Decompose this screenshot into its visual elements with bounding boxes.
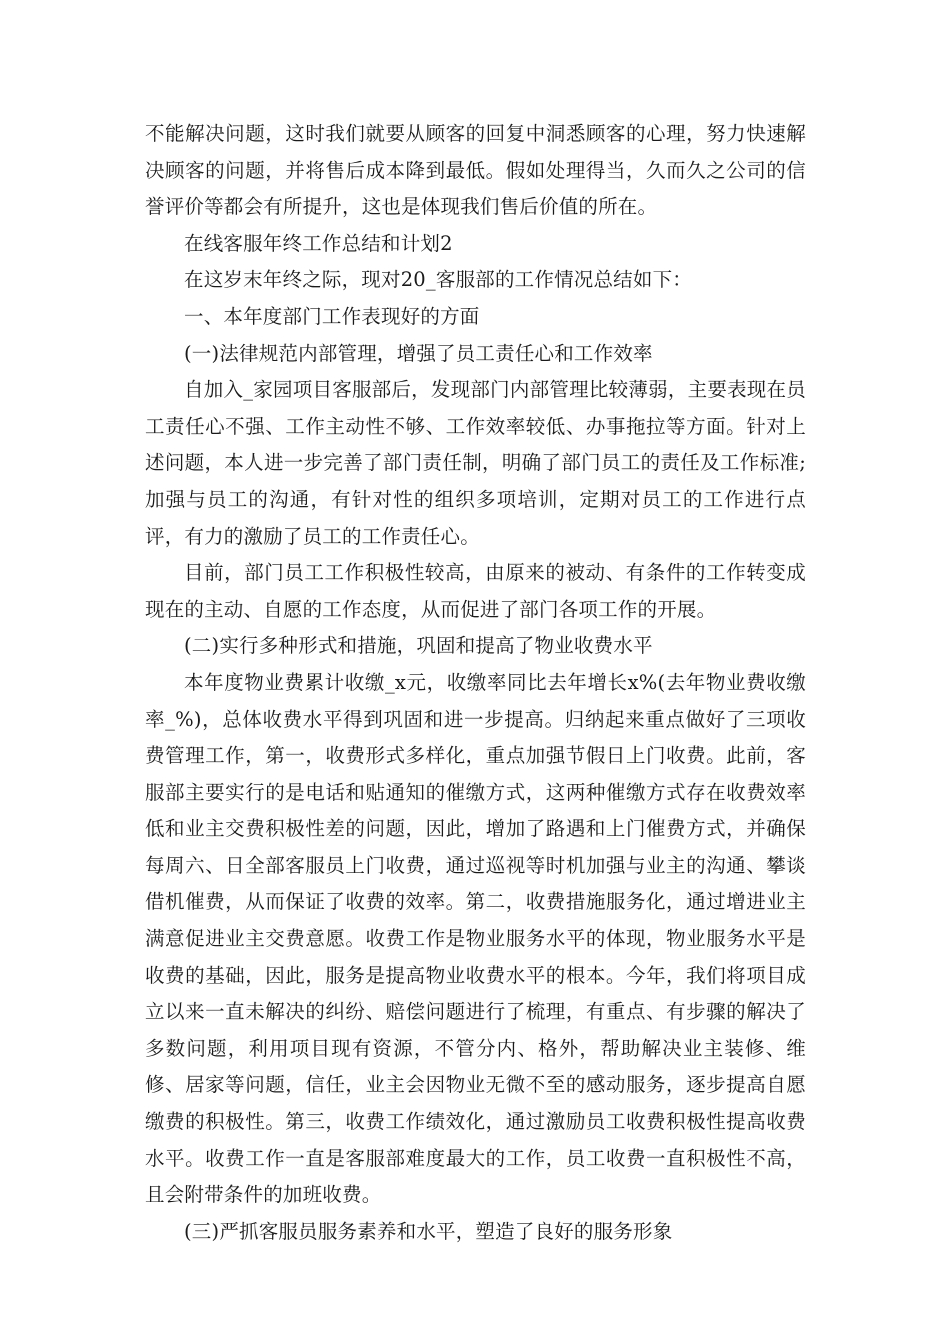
paragraph-continuation: 不能解决问题，这时我们就要从顾客的回复中洞悉顾客的心理，努力快速解决顾客的问题，并将售后成本降到最低。假如处理得当，久而久之公司的信誉评价等都会有所提升，这也是体现我们售后价值的所在。 xyxy=(145,122,806,219)
paragraph-body: 目前，部门员工工作积极性较高，由原来的被动、有条件的工作转变成现在的主动、自愿的工作态度，从而促进了部门各项工作的开展。 xyxy=(145,561,806,621)
heading-level-1: 一、本年度部门工作表现好的方面 xyxy=(184,304,480,328)
paragraph-intro: 在这岁末年终之际，现对20_客服部的工作情况总结如下： xyxy=(184,268,692,292)
heading-level-2-third: (三)严抓客服员服务素养和水平，塑造了良好的服务形象 xyxy=(184,1219,673,1243)
section-title: 在线客服年终工作总结和计划2 xyxy=(184,231,453,255)
paragraph-body: 自加入_家园项目客服部后，发现部门内部管理比较薄弱，主要表现在员工责任心不强、工作主动性不够、工作效率较低、办事拖拉等方面。针对上述问题，本人进一步完善了部门责任制，明确了部门员工的责任及工作标准;加强与员工的沟通，有针对性的组织多项培训，定期对员工的工作进行点评，有力的激励了员工的工作责任心。 xyxy=(145,378,806,548)
heading-level-2-first: (一)法律规范内部管理，增强了员工责任心和工作效率 xyxy=(184,341,653,365)
heading-level-2-second: (二)实行多种形式和措施，巩固和提高了物业收费水平 xyxy=(184,634,653,658)
paragraph-body: 本年度物业费累计收缴_x元，收缴率同比去年增长x%(去年物业费收缴率_%)，总体收费水平得到巩固和进一步提高。归纳起来重点做好了三项收费管理工作，第一，收费形式多样化，重点加强节假日上门收费。此前，客服部主要实行的是电话和贴通知的催缴方式，这两种催缴方式存在收费效率低和业主交费积极性差的问题，因此，增加了路遇和上门催费方式，并确保每周六、日全部客服员上门收费，通过巡视等时机加强与业主的沟通、攀谈借机催费，从而保证了收费的效率。第二，收费措施服务化，通过增进业主满意促进业主交费意愿。收费工作是物业服务水平的体现，物业服务水平是收费的基础，因此，服务是提高物业收费水平的根本。今年，我们将项目成立以来一直未解决的纠纷、赔偿问题进行了梳理，有重点、有步骤的解决了多数问题，利用项目现有资源，不管分内、格外，帮助解决业主装修、维修、居家等问题，信任，业主会因物业无微不至的感动服务，逐步提高自愿缴费的积极性。第三，收费工作绩效化，通过激励员工收费积极性提高收费水平。收费工作一直是客服部难度最大的工作，员工收费一直积极性不高，且会附带条件的加班收费。 xyxy=(145,670,806,1207)
document-body xyxy=(145,116,806,1250)
